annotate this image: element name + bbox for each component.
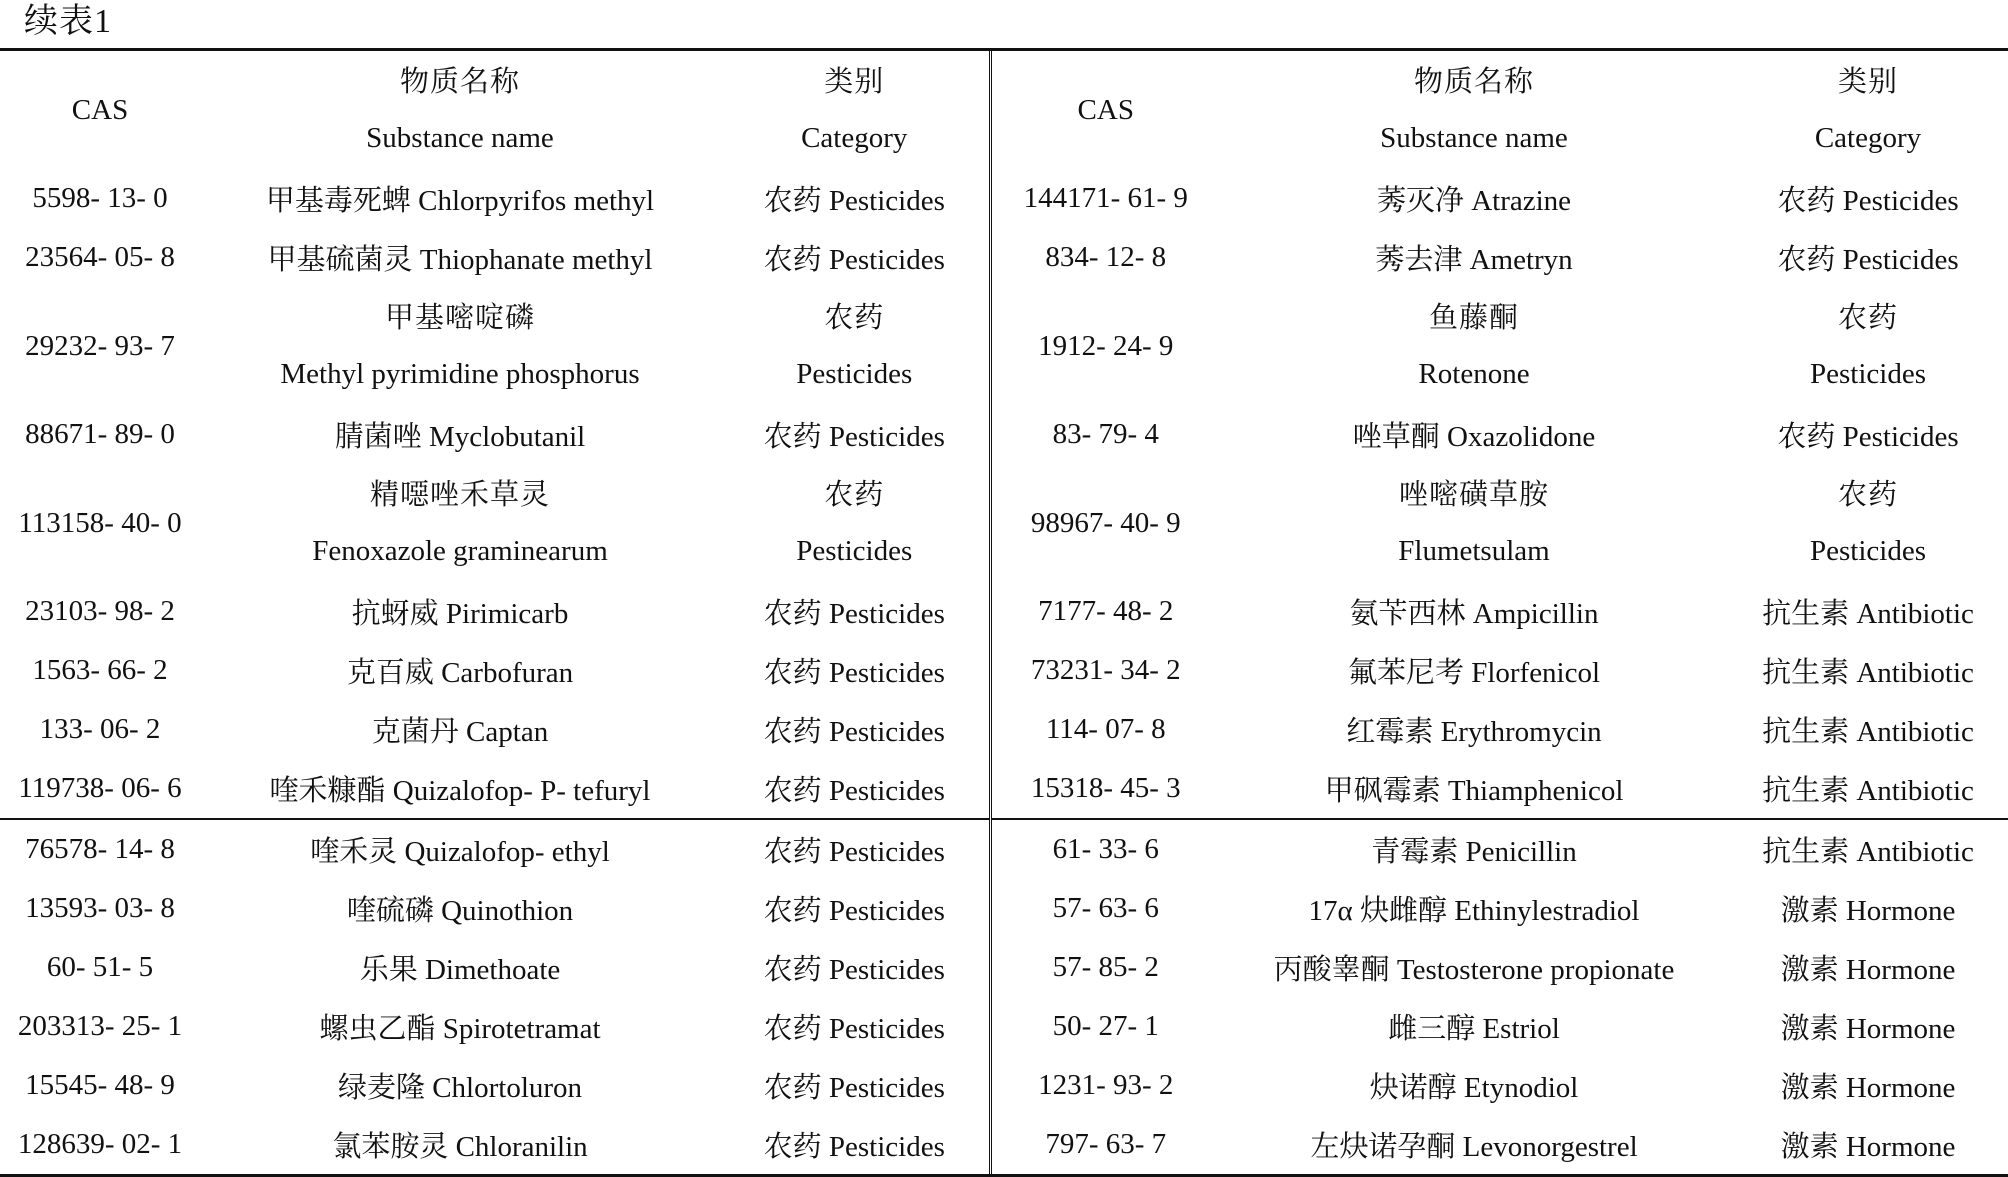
substance-name-cell: 精噁唑禾草灵 Fenoxazole graminearum <box>312 479 608 567</box>
category-cell: 抗生素 Antibiotic <box>1762 775 1974 807</box>
substance-name-cell: 唑草酮 Oxazolidone <box>1352 421 1596 453</box>
category-cell: 农药 Pesticides <box>720 228 990 287</box>
substance-name-cell: 炔诺醇 Etynodiol <box>1369 1072 1579 1104</box>
substance-table-grid <box>0 51 2008 1174</box>
category-cell: 抗生素 Antibiotic <box>1762 598 1974 630</box>
substance-name-cell: 腈菌唑 Myclobutanil <box>334 421 586 453</box>
substance-name-cell: 克菌丹 Captan <box>371 716 549 748</box>
category-cell: 农药 Pesticides <box>720 700 990 759</box>
category-cell: 农药 Pesticides <box>720 1056 990 1115</box>
cas-cell: 114- 07- 8 <box>1045 713 1166 745</box>
category-cell: 抗生素 Antibiotic <box>1728 819 2008 879</box>
substance-name-cell: 氯苯胺灵 Chloranilin <box>332 1131 588 1163</box>
category-cell: 农药 Pesticides <box>720 405 990 464</box>
cas-cell: 5598- 13- 0 <box>32 182 168 214</box>
table-row <box>0 819 2008 879</box>
substance-name-cell: 红霉素 Erythromycin <box>1346 716 1602 748</box>
substance-name-cell: 莠去津 Ametryn <box>1375 244 1573 276</box>
substance-name-cell: 氟苯尼考 Florfenicol <box>1347 657 1601 689</box>
cas-cell: 144171- 61- 9 <box>1023 182 1188 214</box>
category-cell: 农药 Pesticides <box>720 879 990 938</box>
table-row <box>0 582 2008 641</box>
category-cell: 农药 Pesticides <box>1810 479 1926 567</box>
table-row <box>0 997 2008 1056</box>
substance-name-cell: 克百威 Carbofuran <box>346 657 574 689</box>
cas-cell: 7177- 48- 2 <box>1038 595 1174 627</box>
substance-name-cell: 甲基嘧啶磷 Methyl pyrimidine phosphorus <box>280 302 640 390</box>
cas-cell: 83- 79- 4 <box>1052 418 1159 450</box>
substance-name-cell: 甲基毒死蜱 Chlorpyrifos methyl <box>265 185 655 217</box>
cas-cell: 128639- 02- 1 <box>17 1128 183 1160</box>
substance-name-cell: 青霉素 Penicillin <box>1220 819 1728 879</box>
cas-cell: 797- 63- 7 <box>1045 1128 1167 1160</box>
category-cell: 农药 Pesticides <box>720 819 990 879</box>
substance-name-cell: 抗蚜威 Pirimicarb <box>351 598 569 630</box>
cas-cell: 61- 33- 6 <box>990 819 1220 879</box>
header-name-right: 物质名称 Substance name <box>1380 66 1568 154</box>
category-cell: 农药 Pesticides <box>720 1115 990 1174</box>
cas-cell: 57- 85- 2 <box>1052 951 1159 983</box>
cas-cell: 203313- 25- 1 <box>17 1010 183 1042</box>
category-cell: 农药 Pesticides <box>720 582 990 641</box>
table-row <box>0 641 2008 700</box>
category-cell: 抗生素 Antibiotic <box>1762 657 1974 689</box>
cas-cell: 834- 12- 8 <box>1045 241 1167 273</box>
table-row <box>0 405 2008 464</box>
table-header <box>0 51 2008 169</box>
header-name-left: 物质名称 Substance name <box>366 66 554 154</box>
category-cell: 激素 Hormone <box>1780 954 1956 986</box>
substance-name-cell: 绿麦隆 Chlortoluron <box>337 1072 583 1104</box>
table-row <box>0 169 2008 228</box>
table-row <box>0 879 2008 938</box>
substance-name-cell: 丙酸睾酮 Testosterone propionate <box>1273 954 1675 986</box>
cas-cell: 60- 51- 5 <box>46 951 154 983</box>
category-cell: 农药 Pesticides <box>720 464 990 582</box>
substance-name-cell: 左炔诺孕酮 Levonorgestrel <box>1310 1131 1638 1163</box>
category-cell: 激素 Hormone <box>1780 1013 1956 1045</box>
table-caption: 续表1 <box>24 3 112 40</box>
table-row <box>0 228 2008 287</box>
cas-cell: 76578- 14- 8 <box>0 819 200 879</box>
category-cell: 农药 Pesticides <box>720 169 990 228</box>
cas-cell: 50- 27- 1 <box>1052 1010 1159 1042</box>
cas-cell: 1912- 24- 9 <box>1038 329 1174 362</box>
substance-name-cell: 唑嘧磺草胺 Flumetsulam <box>1398 479 1550 567</box>
table-row <box>0 464 2008 582</box>
substance-name-cell: 喹禾糠酯 Quizalofop- P- tefuryl <box>269 775 651 807</box>
cas-cell: 57- 63- 6 <box>1052 892 1159 924</box>
substance-name-cell: 雌三醇 Estriol <box>1388 1013 1560 1045</box>
category-cell: 农药 Pesticides <box>720 997 990 1056</box>
substance-name-cell: 甲基硫菌灵 Thiophanate methyl <box>267 244 653 276</box>
category-cell: 农药 Pesticides <box>720 759 990 819</box>
table-row <box>0 938 2008 997</box>
category-cell: 激素 Hormone <box>1780 895 1956 927</box>
table-row <box>0 1056 2008 1115</box>
category-cell: 农药 Pesticides <box>720 287 990 405</box>
table-row <box>0 700 2008 759</box>
category-cell: 激素 Hormone <box>1780 1131 1956 1163</box>
cas-cell: 119738- 06- 6 <box>18 772 182 804</box>
header-category-left: 类别 Category <box>720 51 990 169</box>
cas-cell: 23103- 98- 2 <box>25 595 175 627</box>
cas-cell: 1563- 66- 2 <box>32 654 168 686</box>
category-cell: 农药 Pesticides <box>1777 244 1959 276</box>
cas-cell: 29232- 93- 7 <box>25 329 175 362</box>
cas-cell: 88671- 89- 0 <box>25 418 175 450</box>
cas-cell: 15318- 45- 3 <box>1030 772 1181 804</box>
header-cas-right: CAS <box>1077 93 1134 126</box>
cas-cell: 73231- 34- 2 <box>1030 654 1181 686</box>
header-cas-left: CAS <box>71 93 129 126</box>
category-cell: 农药 Pesticides <box>1777 185 1959 217</box>
cas-cell: 13593- 03- 8 <box>25 892 175 924</box>
category-cell: 抗生素 Antibiotic <box>1762 716 1974 748</box>
cas-cell: 98967- 40- 9 <box>1030 506 1181 539</box>
category-cell: 农药 Pesticides <box>1777 421 1959 453</box>
category-cell: 农药 Pesticides <box>1810 302 1926 390</box>
cas-cell: 15545- 48- 9 <box>25 1069 175 1101</box>
substance-name-cell: 甲砜霉素 Thiamphenicol <box>1324 775 1624 807</box>
category-cell: 激素 Hormone <box>1780 1072 1956 1104</box>
substance-name-cell: 乐果 Dimethoate <box>359 954 561 986</box>
substance-name-cell: 喹禾灵 Quizalofop- ethyl <box>200 819 720 879</box>
cas-cell: 113158- 40- 0 <box>18 506 182 539</box>
cas-cell: 23564- 05- 8 <box>25 241 175 273</box>
table-row <box>0 1115 2008 1174</box>
substance-name-cell: 17α 炔雌醇 Ethinylestradiol <box>1308 895 1640 927</box>
substance-table <box>0 48 2008 1177</box>
cas-cell: 133- 06- 2 <box>39 713 161 745</box>
table-body <box>0 169 2008 1174</box>
category-cell: 农药 Pesticides <box>720 641 990 700</box>
category-cell: 农药 Pesticides <box>720 938 990 997</box>
substance-name-cell: 鱼藤酮 Rotenone <box>1418 302 1530 390</box>
substance-name-cell: 氨苄西林 Ampicillin <box>1349 598 1599 630</box>
table-row <box>0 759 2008 819</box>
substance-name-cell: 莠灭净 Atrazine <box>1376 185 1572 217</box>
table-row <box>0 287 2008 405</box>
header-category-right: 类别 Category <box>1814 66 1922 154</box>
substance-name-cell: 喹硫磷 Quinothion <box>346 895 574 927</box>
cas-cell: 1231- 93- 2 <box>1038 1069 1174 1101</box>
substance-name-cell: 螺虫乙酯 Spirotetramat <box>319 1013 601 1045</box>
